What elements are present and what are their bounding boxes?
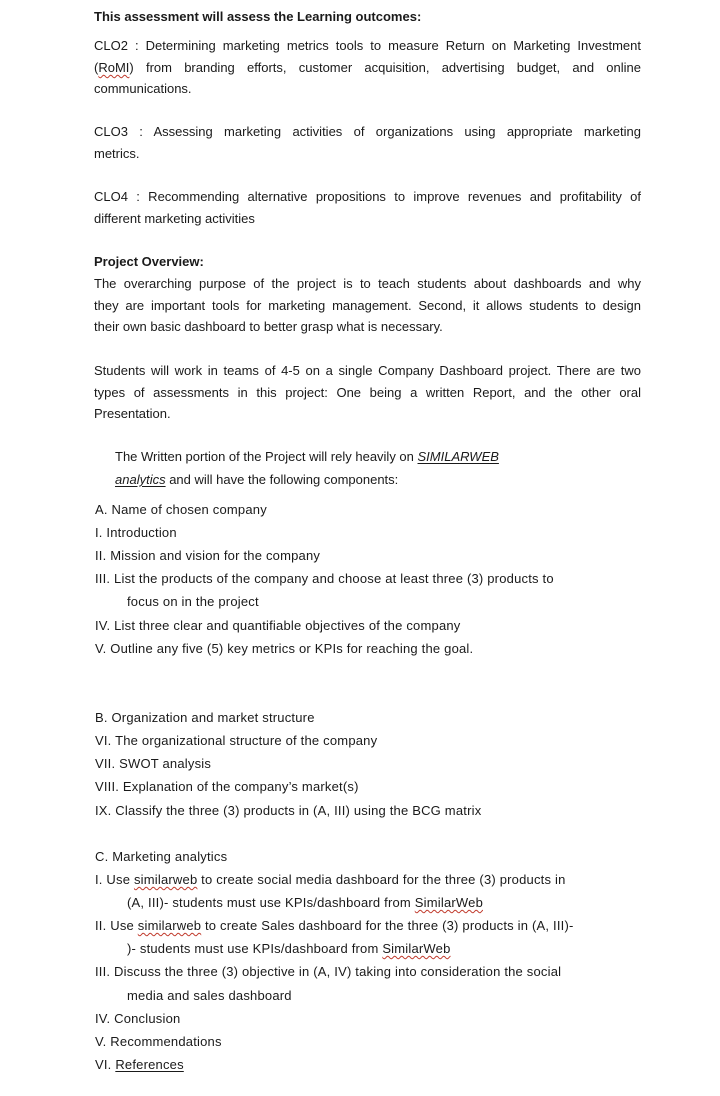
teams-line-1: Students will work in teams of 4-5 on a single Company Dashboard project. There are two <box>94 363 641 378</box>
overview-line-1: The overarching purpose of the project is to teach students about dashboards and why <box>94 276 641 291</box>
assessment-heading: This assessment will assess the Learning outcomes: <box>94 9 422 24</box>
list-item-continuation: focus on in the project <box>127 594 259 609</box>
list-item: VII. SWOT analysis <box>95 756 212 771</box>
similarweb-term: similarweb <box>133 872 198 887</box>
similarweb-term: SimilarWeb <box>414 895 483 910</box>
teams-line-3: Presentation. <box>94 406 171 421</box>
teams-line-2: types of assessments in this project: One being a written Report, and the other oral <box>94 385 641 400</box>
analytics-link[interactable]: analytics <box>115 472 166 487</box>
list-item: I. Introduction <box>95 525 177 540</box>
section-c-title: C. Marketing analytics <box>95 849 228 864</box>
list-item: III. Discuss the three (3) objective in (A, IV) taking into consideration the social <box>95 964 562 979</box>
overview-title: Project Overview: <box>94 254 204 269</box>
clo2-line-3: communications. <box>94 81 192 96</box>
written-line-1: The Written portion of the Project will rely heavily on SIMILARWEB <box>115 449 499 464</box>
list-item: IV. List three clear and quantifiable objectives of the company <box>95 618 461 633</box>
list-item: III. List the products of the company and choose at least three (3) products to <box>95 571 554 586</box>
list-item: II. Mission and vision for the company <box>95 548 321 563</box>
section-a-title: A. Name of chosen company <box>95 502 267 517</box>
written-line-2: analytics and will have the following components: <box>115 472 399 487</box>
romi-term: RoMI <box>98 60 130 75</box>
list-item-continuation: )- students must use KPIs/dashboard from SimilarWeb <box>127 941 451 956</box>
list-item: IV. Conclusion <box>95 1011 181 1026</box>
clo4-line-1: CLO4 : Recommending alternative propositions to improve revenues and profitability of <box>94 189 641 204</box>
list-item: V. Outline any five (5) key metrics or KPIs for reaching the goal. <box>95 641 474 656</box>
list-item: II. Use similarweb to create Sales dashboard for the three (3) products in (A, III)- <box>95 918 574 933</box>
list-item-continuation: media and sales dashboard <box>127 988 292 1003</box>
clo3-line-2: metrics. <box>94 146 140 161</box>
list-item: VI. The organizational structure of the company <box>95 733 378 748</box>
list-item: IX. Classify the three (3) products in (A, III) using the BCG matrix <box>95 803 482 818</box>
clo2-line-1: CLO2 : Determining marketing metrics tools to measure Return on Marketing Investment <box>94 38 641 53</box>
similarweb-term: similarweb <box>137 918 202 933</box>
clo2-line-2: (RoMI) from branding efforts, customer acquisition, advertising budget, and online <box>94 60 641 75</box>
list-item: V. Recommendations <box>95 1034 222 1049</box>
clo4-line-2: different marketing activities <box>94 211 255 226</box>
similarweb-term: SimilarWeb <box>382 941 451 956</box>
section-b-title: B. Organization and market structure <box>95 710 315 725</box>
references-link[interactable]: References <box>115 1057 184 1072</box>
list-item: VI. References <box>95 1057 184 1072</box>
list-item: I. Use similarweb to create social media dashboard for the three (3) products in <box>95 872 566 887</box>
similarweb-link[interactable]: SIMILARWEB <box>417 449 499 464</box>
overview-line-3: their own basic dashboard to better grasp what is necessary. <box>94 319 443 334</box>
list-item: VIII. Explanation of the company’s market(s) <box>95 779 359 794</box>
clo3-line-1: CLO3 : Assessing marketing activities of organizations using appropriate marketing <box>94 124 641 139</box>
overview-line-2: they are important tools for marketing management. Second, it allows students to design <box>94 298 641 313</box>
list-item-continuation: (A, III)- students must use KPIs/dashboard from SimilarWeb <box>127 895 483 910</box>
